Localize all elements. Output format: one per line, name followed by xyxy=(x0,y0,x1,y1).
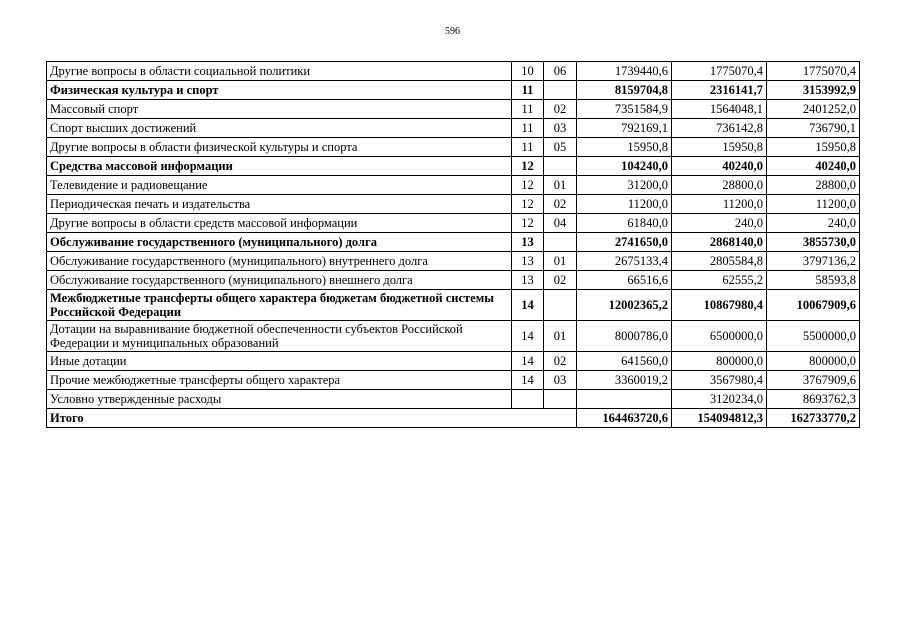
row-section-code: 11 xyxy=(512,100,544,119)
row-subsection-code: 02 xyxy=(544,271,577,290)
row-value-3: 28800,0 xyxy=(767,176,860,195)
total-label: Итого xyxy=(47,409,577,428)
row-section-code: 13 xyxy=(512,252,544,271)
table-row xyxy=(47,352,860,371)
row-value-3: 5500000,0 xyxy=(767,321,860,352)
total-value-3: 162733770,2 xyxy=(767,409,860,428)
table-row xyxy=(47,390,860,409)
row-value-3: 3797136,2 xyxy=(767,252,860,271)
row-value-3: 3855730,0 xyxy=(767,233,860,252)
table-row xyxy=(47,195,860,214)
row-subsection-code: 02 xyxy=(544,100,577,119)
row-value-2: 28800,0 xyxy=(672,176,767,195)
row-value-3: 58593,8 xyxy=(767,271,860,290)
row-value-1: 15950,8 xyxy=(577,138,672,157)
row-section-code: 12 xyxy=(512,195,544,214)
row-value-3: 15950,8 xyxy=(767,138,860,157)
budget-table-body xyxy=(47,62,860,428)
row-name: Спорт высших достижений xyxy=(47,119,512,138)
row-value-3: 10067909,6 xyxy=(767,290,860,321)
row-value-3: 11200,0 xyxy=(767,195,860,214)
row-value-2: 62555,2 xyxy=(672,271,767,290)
row-value-3: 1775070,4 xyxy=(767,62,860,81)
row-name: Межбюджетные трансферты общего характера бюджетам бюджетной системы Российской Федерации xyxy=(47,290,512,321)
row-value-1: 61840,0 xyxy=(577,214,672,233)
total-value-1: 164463720,6 xyxy=(577,409,672,428)
table-row xyxy=(47,81,860,100)
row-section-code: 13 xyxy=(512,233,544,252)
row-subsection-code: 06 xyxy=(544,62,577,81)
row-subsection-code xyxy=(544,390,577,409)
row-subsection-code: 02 xyxy=(544,352,577,371)
table-row xyxy=(47,138,860,157)
row-value-1: 8159704,8 xyxy=(577,81,672,100)
row-value-3: 3767909,6 xyxy=(767,371,860,390)
total-value-2: 154094812,3 xyxy=(672,409,767,428)
row-value-3: 2401252,0 xyxy=(767,100,860,119)
row-value-2: 2868140,0 xyxy=(672,233,767,252)
row-name: Другие вопросы в области средств массовой информации xyxy=(47,214,512,233)
total-row xyxy=(47,409,860,428)
row-value-2: 736142,8 xyxy=(672,119,767,138)
row-value-3: 3153992,9 xyxy=(767,81,860,100)
table-row xyxy=(47,62,860,81)
row-value-2: 1775070,4 xyxy=(672,62,767,81)
table-row xyxy=(47,119,860,138)
row-name: Периодическая печать и издательства xyxy=(47,195,512,214)
row-section-code: 14 xyxy=(512,352,544,371)
row-name: Обслуживание государственного (муниципального) долга xyxy=(47,233,512,252)
row-value-1: 104240,0 xyxy=(577,157,672,176)
row-section-code: 14 xyxy=(512,371,544,390)
row-value-2: 240,0 xyxy=(672,214,767,233)
row-section-code: 13 xyxy=(512,271,544,290)
row-subsection-code: 02 xyxy=(544,195,577,214)
table-row xyxy=(47,100,860,119)
row-value-1: 792169,1 xyxy=(577,119,672,138)
table-row xyxy=(47,157,860,176)
row-value-2: 40240,0 xyxy=(672,157,767,176)
row-value-1: 12002365,2 xyxy=(577,290,672,321)
row-subsection-code: 01 xyxy=(544,321,577,352)
row-value-1: 1739440,6 xyxy=(577,62,672,81)
row-value-3: 736790,1 xyxy=(767,119,860,138)
row-value-2: 2316141,7 xyxy=(672,81,767,100)
row-value-2: 3567980,4 xyxy=(672,371,767,390)
row-subsection-code xyxy=(544,157,577,176)
row-value-2: 3120234,0 xyxy=(672,390,767,409)
row-value-3: 8693762,3 xyxy=(767,390,860,409)
row-value-1: 8000786,0 xyxy=(577,321,672,352)
row-value-2: 6500000,0 xyxy=(672,321,767,352)
table-row xyxy=(47,252,860,271)
page-number: 596 xyxy=(445,26,460,37)
row-value-2: 15950,8 xyxy=(672,138,767,157)
row-value-1: 31200,0 xyxy=(577,176,672,195)
row-subsection-code xyxy=(544,233,577,252)
row-value-3: 40240,0 xyxy=(767,157,860,176)
table-row xyxy=(47,271,860,290)
row-name: Массовый спорт xyxy=(47,100,512,119)
row-name: Дотации на выравнивание бюджетной обеспеченности субъектов Российской Федерации и муниципальных образований xyxy=(47,321,512,352)
row-subsection-code: 03 xyxy=(544,119,577,138)
row-section-code: 10 xyxy=(512,62,544,81)
row-value-1: 2741650,0 xyxy=(577,233,672,252)
row-value-2: 1564048,1 xyxy=(672,100,767,119)
row-name: Иные дотации xyxy=(47,352,512,371)
row-section-code: 14 xyxy=(512,290,544,321)
row-subsection-code: 04 xyxy=(544,214,577,233)
row-name: Обслуживание государственного (муниципального) внутреннего долга xyxy=(47,252,512,271)
table-row xyxy=(47,321,860,352)
row-value-1: 641560,0 xyxy=(577,352,672,371)
row-value-2: 2805584,8 xyxy=(672,252,767,271)
table-row xyxy=(47,371,860,390)
row-value-1 xyxy=(577,390,672,409)
row-name: Средства массовой информации xyxy=(47,157,512,176)
row-subsection-code: 05 xyxy=(544,138,577,157)
row-section-code: 11 xyxy=(512,138,544,157)
row-name: Физическая культура и спорт xyxy=(47,81,512,100)
table-row xyxy=(47,214,860,233)
row-section-code: 11 xyxy=(512,119,544,138)
row-section-code: 14 xyxy=(512,321,544,352)
row-name: Другие вопросы в области физической культуры и спорта xyxy=(47,138,512,157)
row-subsection-code xyxy=(544,81,577,100)
row-value-1: 3360019,2 xyxy=(577,371,672,390)
table-row xyxy=(47,233,860,252)
row-value-2: 800000,0 xyxy=(672,352,767,371)
row-section-code: 11 xyxy=(512,81,544,100)
row-name: Телевидение и радиовещание xyxy=(47,176,512,195)
row-subsection-code: 01 xyxy=(544,176,577,195)
row-value-3: 800000,0 xyxy=(767,352,860,371)
row-name: Другие вопросы в области социальной политики xyxy=(47,62,512,81)
row-section-code xyxy=(512,390,544,409)
row-section-code: 12 xyxy=(512,157,544,176)
row-value-2: 10867980,4 xyxy=(672,290,767,321)
row-name: Прочие межбюджетные трансферты общего характера xyxy=(47,371,512,390)
row-value-1: 7351584,9 xyxy=(577,100,672,119)
row-name: Условно утвержденные расходы xyxy=(47,390,512,409)
row-value-2: 11200,0 xyxy=(672,195,767,214)
row-section-code: 12 xyxy=(512,214,544,233)
row-value-1: 11200,0 xyxy=(577,195,672,214)
table-row xyxy=(47,176,860,195)
row-value-3: 240,0 xyxy=(767,214,860,233)
row-name: Обслуживание государственного (муниципального) внешнего долга xyxy=(47,271,512,290)
table-row xyxy=(47,290,860,321)
row-subsection-code: 03 xyxy=(544,371,577,390)
row-subsection-code: 01 xyxy=(544,252,577,271)
row-value-1: 66516,6 xyxy=(577,271,672,290)
row-subsection-code xyxy=(544,290,577,321)
budget-table xyxy=(46,61,860,428)
row-value-1: 2675133,4 xyxy=(577,252,672,271)
row-section-code: 12 xyxy=(512,176,544,195)
